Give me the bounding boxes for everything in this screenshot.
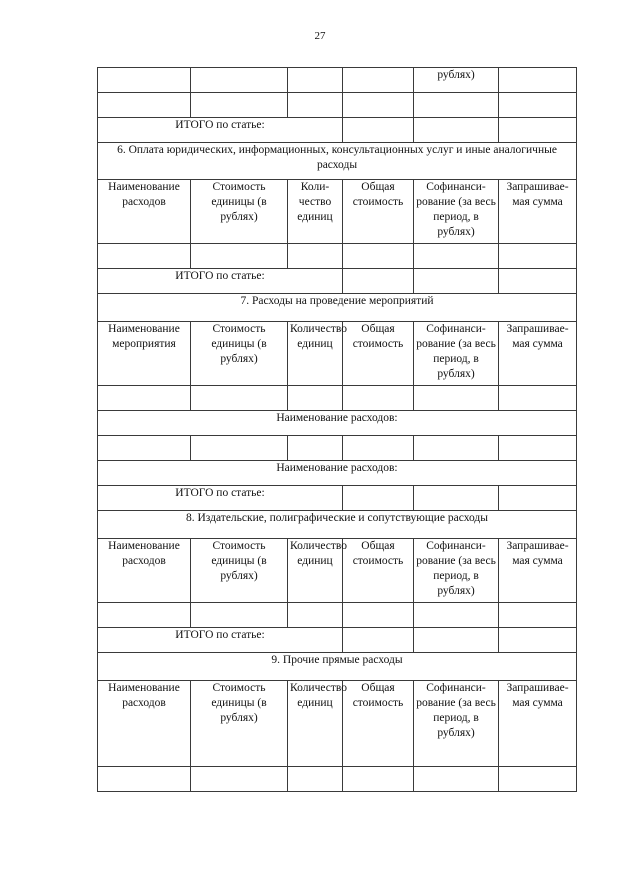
table-cell[interactable] [343,436,414,461]
table-cell[interactable] [499,767,577,792]
table-cell[interactable] [191,244,288,269]
col-header-unit-cost [191,681,288,767]
header-text: Запрашивае-мая сумма [506,323,569,350]
total-label: ИТОГО по статье: [98,628,343,653]
table-cell[interactable] [191,436,288,461]
header-text: Наименование мероприятия [108,323,180,350]
table-cell[interactable] [98,244,191,269]
col-header-cofinancing [414,681,499,767]
table-cell[interactable] [499,436,577,461]
table-cell[interactable] [499,93,577,118]
total-cell[interactable] [499,118,577,143]
table-cell[interactable] [343,603,414,628]
col-header-cofinancing [414,180,499,244]
page-number: 27 [314,30,326,42]
col-header-quantity [288,539,347,603]
col-header-name [98,180,191,244]
total-cell[interactable] [499,628,577,653]
expense-name-label: Наименование расходов: [98,461,577,486]
total-cell[interactable] [414,486,499,511]
table-cell[interactable] [191,386,288,411]
header-text: Запрашивае-мая сумма [506,682,569,709]
table-cell[interactable] [288,244,343,269]
total-cell[interactable] [343,118,414,143]
total-label: ИТОГО по статье: [98,269,343,294]
total-cell[interactable] [414,118,499,143]
table-cell[interactable] [288,603,343,628]
col-header-quantity [288,322,347,386]
total-cell[interactable] [414,628,499,653]
section-title-8: 8. Издательские, полиграфические и сопутствующие расходы [98,511,577,539]
col-header-name [98,681,191,767]
total-cell[interactable] [343,486,414,511]
col-header-name [98,539,191,603]
header-text: Запрашивае-мая сумма [506,181,569,208]
col-header-requested [499,322,577,386]
table-cell[interactable] [343,68,414,93]
table-cell[interactable] [414,386,499,411]
header-text: Запрашивае-мая сумма [506,540,569,567]
col-header-total-cost [343,322,414,386]
table-cell[interactable] [343,386,414,411]
header-text: Софинанси-рование (за весь период, в рублях) [416,323,496,380]
col-header-total-cost [343,539,414,603]
col-header-cofinancing [414,539,499,603]
expense-name-label: Наименование расходов: [98,411,577,436]
col-header-total-cost [343,180,414,244]
header-text: Наименование расходов [108,540,180,567]
total-cell[interactable] [343,628,414,653]
total-cell[interactable] [414,269,499,294]
table-cell[interactable] [414,244,499,269]
table-cell[interactable] [191,68,288,93]
col-header-requested [499,681,577,767]
table-cell[interactable] [191,767,288,792]
section-title-9: 9. Прочие прямые расходы [98,653,577,681]
header-text: Стоимость единицы (в рублях) [211,323,267,365]
header-text: Софинанси-рование (за весь период, в рублях) [416,181,496,238]
table-cell[interactable] [343,767,414,792]
header-text: Наименование расходов [108,181,180,208]
table-cell[interactable] [191,93,288,118]
total-label: ИТОГО по статье: [98,118,343,143]
col-header-cofinancing [414,322,499,386]
section-title-6: 6. Оплата юридических, информационных, консультационных услуг и иные аналогичные расходы [98,143,577,180]
header-text: Коли-чество единиц [297,181,333,223]
table-cell[interactable] [414,93,499,118]
header-text: Количество единиц [290,540,347,567]
table-cell[interactable] [98,603,191,628]
budget-table [97,67,577,792]
header-text: Стоимость единицы (в рублях) [211,181,267,223]
header-text: Общая стоимость [352,540,404,567]
table-cell[interactable] [343,93,414,118]
table-cell[interactable] [499,386,577,411]
table-cell[interactable] [98,386,191,411]
header-text: Общая стоимость [352,682,404,709]
table-cell[interactable] [414,767,499,792]
table-cell[interactable] [499,244,577,269]
total-cell[interactable] [343,269,414,294]
table-cell[interactable] [288,93,343,118]
col-header-requested [499,539,577,603]
cofinancing-tail-cell: рублях) [414,68,499,93]
table-cell[interactable] [343,244,414,269]
header-text: Стоимость единицы (в рублях) [211,540,267,582]
col-header-unit-cost [191,180,288,244]
table-cell[interactable] [98,436,191,461]
table-cell[interactable] [98,93,191,118]
header-text: Софинанси-рование (за весь период, в рублях) [416,540,496,597]
table-cell[interactable] [499,603,577,628]
table-cell[interactable] [288,436,343,461]
col-header-unit-cost [191,322,288,386]
table-cell[interactable] [288,767,343,792]
table-cell[interactable] [414,436,499,461]
section-title-7: 7. Расходы на проведение мероприятий [98,294,577,322]
table-cell[interactable] [191,603,288,628]
header-text: Общая стоимость [352,323,404,350]
col-header-total-cost [343,681,414,767]
header-text: Общая стоимость [352,181,404,208]
table-cell[interactable] [288,386,343,411]
col-header-unit-cost [191,539,288,603]
table-cell[interactable] [414,603,499,628]
col-header-quantity [288,681,347,767]
col-header-quantity [288,180,343,244]
col-header-requested [499,180,577,244]
total-cell[interactable] [499,486,577,511]
table-cell[interactable] [288,68,343,93]
header-text: Стоимость единицы (в рублях) [211,682,267,724]
header-text: Количество единиц [290,682,347,709]
total-cell[interactable] [499,269,577,294]
table-cell[interactable] [98,68,191,93]
header-text: Софинанси-рование (за весь период, в рублях) [416,682,496,739]
table-cell[interactable] [499,68,577,93]
table-cell[interactable] [98,767,191,792]
col-header-name [98,322,191,386]
header-text: Количество единиц [290,323,347,350]
header-text: Наименование расходов [108,682,180,709]
total-label: ИТОГО по статье: [98,486,343,511]
